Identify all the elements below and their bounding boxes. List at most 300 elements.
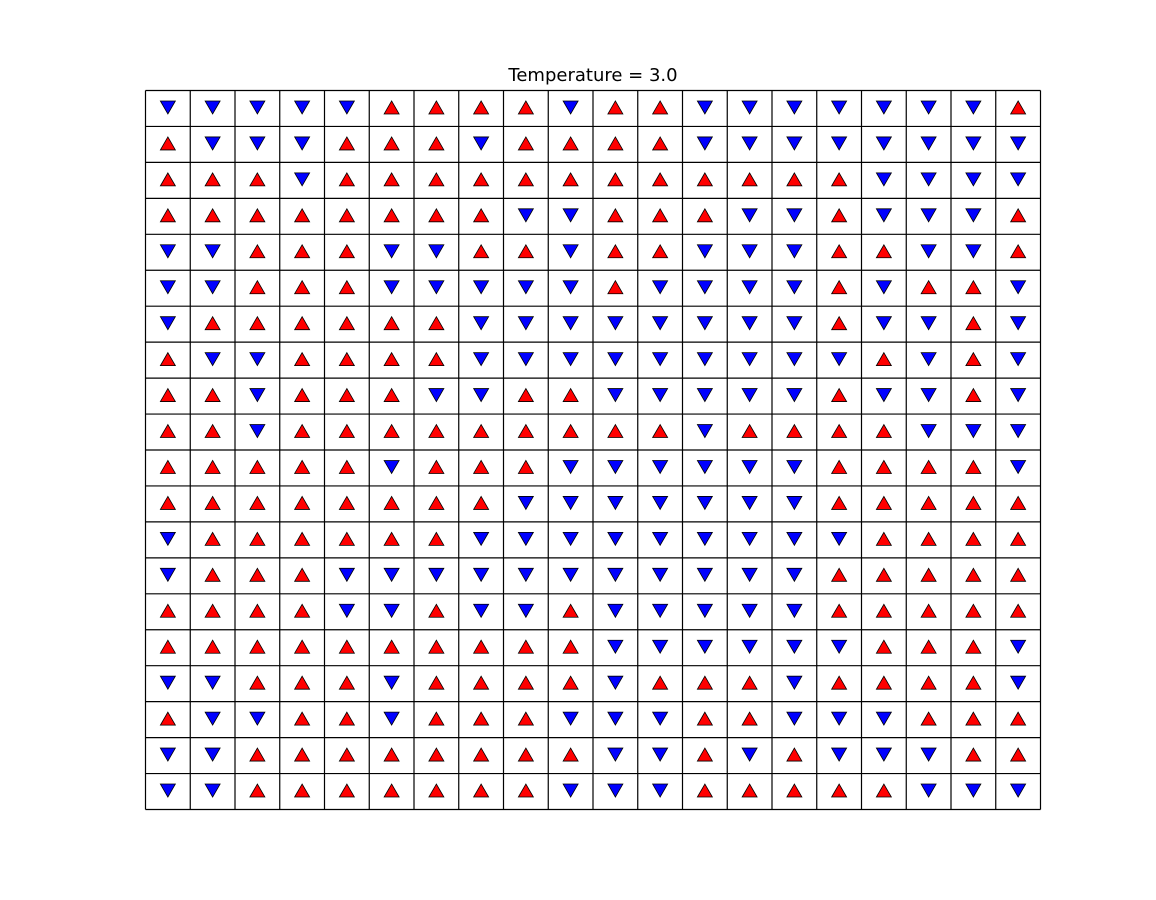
spin-down-marker [160, 245, 175, 258]
spin-up-marker [876, 568, 891, 581]
spin-up-marker [697, 676, 712, 689]
spin-up-marker [339, 389, 354, 402]
spin-up-marker [876, 460, 891, 473]
spin-up-marker [563, 748, 578, 761]
spin-up-marker [653, 245, 668, 258]
spin-up-marker [608, 173, 623, 186]
spin-down-marker [1011, 676, 1026, 689]
spin-down-marker [339, 568, 354, 581]
spin-down-marker [608, 389, 623, 402]
spin-up-marker [742, 425, 757, 438]
spin-down-marker [474, 532, 489, 545]
spin-up-marker [563, 137, 578, 150]
spin-up-marker [608, 209, 623, 222]
spin-up-marker [339, 353, 354, 366]
spin-down-marker [697, 245, 712, 258]
spin-up-marker [966, 281, 981, 294]
spin-up-marker [1011, 532, 1026, 545]
spin-up-marker [160, 425, 175, 438]
spin-up-marker [876, 425, 891, 438]
spin-down-marker [384, 568, 399, 581]
spin-down-marker [1011, 353, 1026, 366]
spin-up-marker [205, 317, 220, 330]
spin-up-marker [429, 137, 444, 150]
spin-up-marker [563, 604, 578, 617]
spin-down-marker [295, 173, 310, 186]
spin-up-marker [295, 532, 310, 545]
spin-up-marker [966, 353, 981, 366]
spin-up-marker [832, 676, 847, 689]
spin-up-marker [250, 173, 265, 186]
spin-down-marker [697, 101, 712, 114]
spin-up-marker [921, 712, 936, 725]
spin-up-marker [787, 173, 802, 186]
spin-down-marker [653, 640, 668, 653]
spin-up-marker [653, 676, 668, 689]
spin-up-marker [966, 317, 981, 330]
spin-down-marker [697, 532, 712, 545]
spin-down-marker [518, 496, 533, 509]
spin-up-marker [608, 245, 623, 258]
spin-down-marker [563, 532, 578, 545]
spin-down-marker [160, 748, 175, 761]
spin-down-marker [697, 317, 712, 330]
spin-down-marker [608, 748, 623, 761]
spin-down-marker [518, 532, 533, 545]
spin-up-marker [339, 784, 354, 797]
spin-up-marker [295, 496, 310, 509]
spin-up-marker [339, 425, 354, 438]
spin-up-marker [697, 712, 712, 725]
spin-down-marker [697, 281, 712, 294]
spin-down-marker [921, 245, 936, 258]
spin-down-marker [384, 676, 399, 689]
spin-down-marker [608, 532, 623, 545]
spin-down-marker [384, 245, 399, 258]
spin-up-marker [429, 173, 444, 186]
spin-down-marker [742, 568, 757, 581]
spin-down-marker [653, 712, 668, 725]
spin-down-marker [384, 281, 399, 294]
spin-up-marker [250, 748, 265, 761]
spin-up-marker [608, 137, 623, 150]
spin-up-marker [295, 209, 310, 222]
spin-up-marker [921, 604, 936, 617]
spin-up-marker [250, 676, 265, 689]
spin-down-marker [250, 425, 265, 438]
spin-up-marker [339, 748, 354, 761]
spin-up-marker [787, 748, 802, 761]
spin-up-marker [339, 245, 354, 258]
spin-down-marker [429, 245, 444, 258]
spin-down-marker [563, 712, 578, 725]
spin-up-marker [205, 209, 220, 222]
spin-up-marker [429, 209, 444, 222]
spin-up-marker [295, 712, 310, 725]
spin-down-marker [653, 604, 668, 617]
spin-up-marker [250, 496, 265, 509]
spin-up-marker [1011, 568, 1026, 581]
spin-down-marker [518, 209, 533, 222]
spin-up-marker [1011, 245, 1026, 258]
spin-down-marker [787, 712, 802, 725]
spin-up-marker [339, 676, 354, 689]
spin-up-marker [429, 353, 444, 366]
spin-down-marker [921, 209, 936, 222]
spin-up-marker [921, 568, 936, 581]
spin-up-marker [474, 425, 489, 438]
spin-up-marker [518, 460, 533, 473]
spin-down-marker [832, 532, 847, 545]
spin-up-marker [160, 496, 175, 509]
spin-down-marker [697, 604, 712, 617]
spin-down-marker [384, 712, 399, 725]
spin-up-marker [384, 389, 399, 402]
spin-down-marker [608, 676, 623, 689]
spin-up-marker [295, 281, 310, 294]
spin-up-marker [295, 353, 310, 366]
spin-down-marker [250, 712, 265, 725]
spin-up-marker [429, 676, 444, 689]
spin-up-marker [250, 568, 265, 581]
spin-up-marker [518, 245, 533, 258]
spin-down-marker [653, 496, 668, 509]
spin-down-marker [429, 568, 444, 581]
spin-down-marker [160, 568, 175, 581]
spin-down-marker [921, 353, 936, 366]
spin-up-marker [518, 137, 533, 150]
spin-down-marker [742, 460, 757, 473]
spin-down-marker [876, 137, 891, 150]
spin-up-marker [205, 460, 220, 473]
spin-down-marker [742, 317, 757, 330]
spin-down-marker [608, 640, 623, 653]
spin-down-marker [563, 496, 578, 509]
spin-up-marker [474, 496, 489, 509]
spin-down-marker [787, 209, 802, 222]
spin-up-marker [250, 209, 265, 222]
spin-down-marker [1011, 281, 1026, 294]
spin-up-marker [339, 281, 354, 294]
spin-up-marker [474, 173, 489, 186]
spin-down-marker [742, 640, 757, 653]
spin-up-marker [518, 712, 533, 725]
spin-down-marker [608, 712, 623, 725]
spin-down-marker [160, 317, 175, 330]
spin-down-marker [1011, 389, 1026, 402]
spin-up-marker [160, 712, 175, 725]
spin-down-marker [653, 353, 668, 366]
spin-down-marker [787, 281, 802, 294]
spin-down-marker [608, 460, 623, 473]
spin-down-marker [832, 353, 847, 366]
spin-up-marker [429, 748, 444, 761]
spin-down-marker [295, 137, 310, 150]
spin-down-marker [832, 640, 847, 653]
spin-up-marker [966, 568, 981, 581]
spin-down-marker [339, 101, 354, 114]
spin-down-marker [518, 281, 533, 294]
spin-down-marker [608, 496, 623, 509]
spin-down-marker [966, 101, 981, 114]
spin-down-marker [966, 245, 981, 258]
spin-down-marker [966, 425, 981, 438]
spin-up-marker [160, 604, 175, 617]
spin-down-marker [787, 317, 802, 330]
spin-up-marker [876, 245, 891, 258]
spin-down-marker [742, 137, 757, 150]
spin-up-marker [518, 389, 533, 402]
spin-down-marker [205, 101, 220, 114]
spin-up-marker [742, 784, 757, 797]
spin-down-marker [742, 281, 757, 294]
spin-down-marker [160, 532, 175, 545]
spin-up-marker [160, 137, 175, 150]
spin-down-marker [518, 317, 533, 330]
spin-down-marker [429, 389, 444, 402]
spin-down-marker [787, 137, 802, 150]
spin-up-marker [205, 640, 220, 653]
spin-up-marker [921, 281, 936, 294]
spin-down-marker [966, 137, 981, 150]
spin-up-marker [921, 460, 936, 473]
spin-up-marker [384, 532, 399, 545]
spin-down-marker [921, 173, 936, 186]
spin-up-marker [742, 676, 757, 689]
spin-down-marker [205, 676, 220, 689]
spin-up-marker [384, 137, 399, 150]
spin-up-marker [295, 425, 310, 438]
spin-down-marker [966, 784, 981, 797]
spin-down-marker [474, 281, 489, 294]
spin-down-marker [787, 389, 802, 402]
spin-down-marker [921, 784, 936, 797]
spin-up-marker [160, 209, 175, 222]
spin-down-marker [563, 353, 578, 366]
spin-up-marker [295, 389, 310, 402]
spin-up-marker [384, 496, 399, 509]
spin-down-marker [1011, 460, 1026, 473]
spin-up-marker [563, 640, 578, 653]
spin-up-marker [966, 712, 981, 725]
spin-down-marker [205, 748, 220, 761]
spin-up-marker [1011, 712, 1026, 725]
spin-up-marker [295, 568, 310, 581]
spin-up-marker [1011, 748, 1026, 761]
spin-down-marker [697, 640, 712, 653]
spin-down-marker [160, 676, 175, 689]
spin-up-marker [563, 389, 578, 402]
spin-up-marker [518, 425, 533, 438]
spin-up-marker [1011, 604, 1026, 617]
spin-up-marker [832, 317, 847, 330]
spin-down-marker [474, 137, 489, 150]
spin-up-marker [429, 640, 444, 653]
spin-up-marker [384, 748, 399, 761]
spin-down-marker [295, 101, 310, 114]
spin-up-marker [429, 496, 444, 509]
spin-up-marker [921, 496, 936, 509]
spin-up-marker [160, 173, 175, 186]
spin-down-marker [563, 784, 578, 797]
spin-down-marker [250, 137, 265, 150]
spin-up-marker [384, 425, 399, 438]
spin-up-marker [160, 389, 175, 402]
spin-down-marker [1011, 425, 1026, 438]
spin-up-marker [518, 784, 533, 797]
spin-up-marker [1011, 101, 1026, 114]
spin-up-marker [205, 389, 220, 402]
spin-down-marker [876, 389, 891, 402]
spin-down-marker [608, 604, 623, 617]
spin-up-marker [832, 281, 847, 294]
spin-up-marker [966, 604, 981, 617]
spin-down-marker [921, 101, 936, 114]
spin-up-marker [518, 748, 533, 761]
spin-up-marker [384, 640, 399, 653]
spin-up-marker [966, 460, 981, 473]
spin-down-marker [921, 425, 936, 438]
spin-down-marker [563, 317, 578, 330]
spin-up-marker [295, 245, 310, 258]
spin-up-marker [697, 209, 712, 222]
spin-up-marker [250, 532, 265, 545]
spin-up-marker [295, 640, 310, 653]
spin-down-marker [787, 676, 802, 689]
spin-up-marker [563, 425, 578, 438]
spin-down-marker [384, 460, 399, 473]
spin-up-marker [250, 604, 265, 617]
spin-down-marker [474, 568, 489, 581]
spin-down-marker [697, 137, 712, 150]
spin-down-marker [921, 389, 936, 402]
spin-down-marker [742, 532, 757, 545]
spin-up-marker [205, 568, 220, 581]
spin-up-marker [295, 748, 310, 761]
spin-up-marker [474, 784, 489, 797]
spin-down-marker [160, 281, 175, 294]
spin-up-marker [295, 784, 310, 797]
spin-up-marker [697, 748, 712, 761]
spin-up-marker [429, 784, 444, 797]
spin-down-marker [832, 137, 847, 150]
spin-up-marker [295, 604, 310, 617]
spin-down-marker [876, 748, 891, 761]
spin-up-marker [339, 137, 354, 150]
spin-down-marker [876, 317, 891, 330]
spin-down-marker [653, 317, 668, 330]
spin-up-marker [339, 173, 354, 186]
spin-up-marker [205, 173, 220, 186]
spin-up-marker [563, 173, 578, 186]
spin-up-marker [429, 712, 444, 725]
spin-up-marker [653, 425, 668, 438]
spin-up-marker [474, 748, 489, 761]
spin-up-marker [832, 460, 847, 473]
spin-up-marker [876, 640, 891, 653]
spin-up-marker [832, 604, 847, 617]
spin-up-marker [339, 209, 354, 222]
spin-up-marker [474, 101, 489, 114]
spin-up-marker [966, 532, 981, 545]
spin-down-marker [1011, 317, 1026, 330]
spin-down-marker [742, 496, 757, 509]
spin-up-marker [608, 281, 623, 294]
spin-down-marker [563, 245, 578, 258]
spin-down-marker [876, 209, 891, 222]
spin-down-marker [250, 389, 265, 402]
spin-down-marker [742, 209, 757, 222]
spin-up-marker [295, 676, 310, 689]
spin-up-marker [832, 245, 847, 258]
spin-down-marker [653, 784, 668, 797]
spin-up-marker [742, 173, 757, 186]
spin-up-marker [921, 676, 936, 689]
spin-up-marker [832, 425, 847, 438]
spin-down-marker [876, 101, 891, 114]
spin-down-marker [1011, 640, 1026, 653]
spin-down-marker [742, 748, 757, 761]
spin-down-marker [563, 101, 578, 114]
spin-up-marker [429, 532, 444, 545]
spin-down-marker [160, 101, 175, 114]
spin-down-marker [608, 353, 623, 366]
spin-down-marker [787, 245, 802, 258]
spin-up-marker [384, 317, 399, 330]
spin-down-marker [429, 281, 444, 294]
spin-down-marker [563, 460, 578, 473]
spin-down-marker [384, 604, 399, 617]
spin-up-marker [474, 460, 489, 473]
spin-down-marker [787, 101, 802, 114]
spin-up-marker [250, 784, 265, 797]
spin-up-marker [876, 676, 891, 689]
spin-down-marker [339, 604, 354, 617]
spin-up-marker [160, 460, 175, 473]
spin-up-marker [608, 101, 623, 114]
spin-up-marker [250, 317, 265, 330]
spin-down-marker [876, 281, 891, 294]
spin-down-marker [653, 568, 668, 581]
spin-down-marker [653, 389, 668, 402]
spin-down-marker [160, 784, 175, 797]
spin-up-marker [653, 101, 668, 114]
spin-up-marker [295, 317, 310, 330]
spin-up-marker [384, 173, 399, 186]
spin-down-marker [697, 389, 712, 402]
spin-down-marker [563, 568, 578, 581]
spin-up-marker [876, 496, 891, 509]
spin-up-marker [697, 784, 712, 797]
spin-down-marker [563, 281, 578, 294]
spin-down-marker [742, 389, 757, 402]
spin-up-marker [832, 784, 847, 797]
spin-down-marker [742, 353, 757, 366]
spin-down-marker [608, 317, 623, 330]
spin-up-marker [339, 496, 354, 509]
spin-up-marker [787, 425, 802, 438]
spin-down-marker [474, 389, 489, 402]
spin-up-marker [787, 784, 802, 797]
spin-up-marker [832, 173, 847, 186]
spin-up-marker [1011, 209, 1026, 222]
spin-up-marker [384, 784, 399, 797]
grid-lines [146, 91, 1041, 810]
spin-up-marker [250, 640, 265, 653]
spin-up-marker [474, 245, 489, 258]
spin-up-marker [966, 389, 981, 402]
spin-down-marker [563, 209, 578, 222]
